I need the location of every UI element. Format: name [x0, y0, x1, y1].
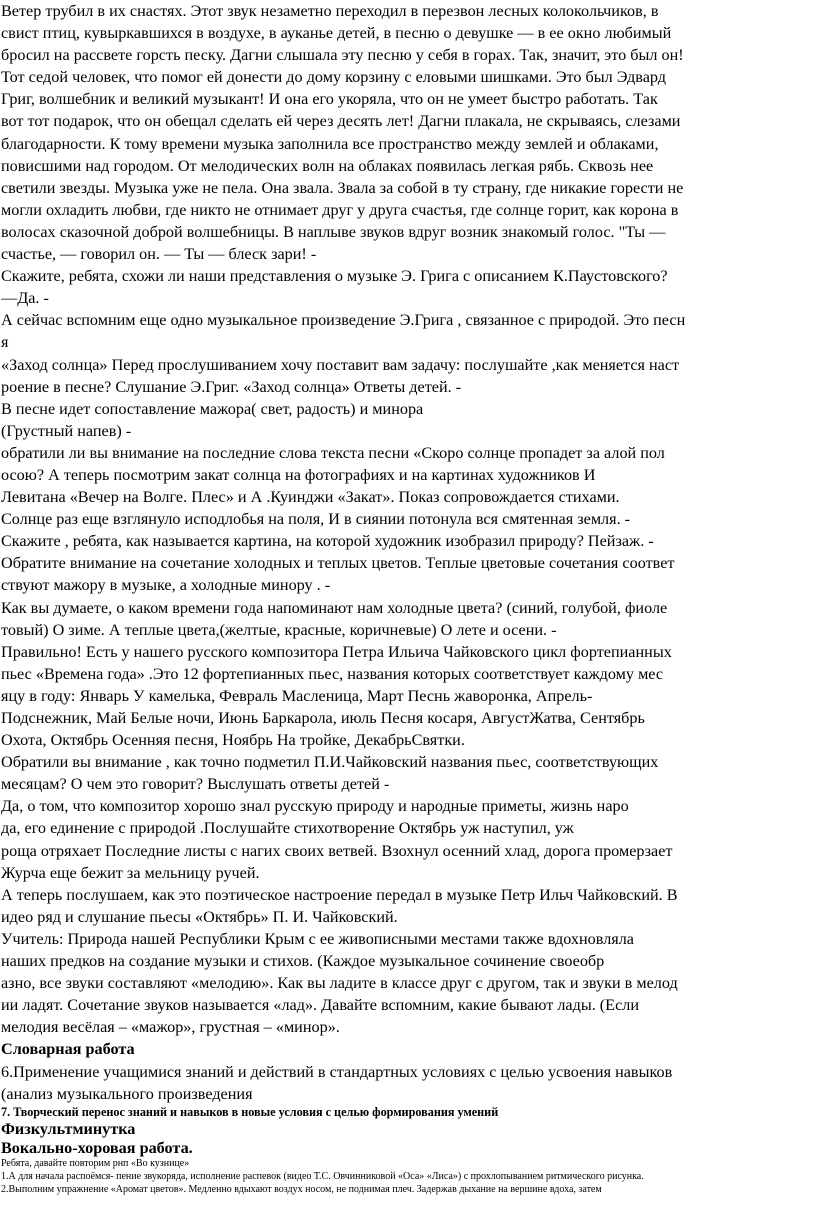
- text-line: Скажите , ребята, как называется картина, на которой художник изобразил природу? Пейзаж. -: [1, 532, 654, 551]
- text-line: я: [1, 333, 9, 352]
- text-line: бросил на рассвете горсть песку. Дагни слышала эту песню у себя в горах. Так, значит, это был он!: [1, 46, 684, 65]
- text-line: Да, о том, что композитор хорошо знал русскую природу и народные приметы, жизнь наро: [1, 797, 629, 816]
- text-line: Обратили вы внимание , как точно подметил П.И.Чайковский названия пьес, соответствующих: [1, 753, 659, 772]
- text-line: волосах сказочной доброй волшебницы. В наплыве звуков вдруг возник знакомый голос. "Ты —: [1, 222, 666, 241]
- body-text: [1, 0, 813, 1038]
- text-line: светили звезды. Музыка уже не пела. Она звала. Звала за собой в ту страну, где никакие горести не: [1, 178, 684, 197]
- text-line: вот тот подарок, что он обещал сделать ей через десять лет! Дагни плакала, не скрываясь, слезами: [1, 112, 681, 131]
- text-line: обратили ли вы внимание на последние слова текста песни «Скоро солнце пропадет за алой пол: [1, 443, 665, 462]
- small-text-line: 2.Выполним упражнение «Аромат цветов». Медленно вдыхают воздух носом, не поднимая плеч. Задержав дыхание на вершине вдоха, затем: [1, 1183, 602, 1195]
- text-line: Охота, Октябрь Осенняя песня, Ноябрь На тройке, ДекабрьСвятки.: [1, 731, 465, 750]
- text-line: «Заход солнца» Перед прослушиванием хочу поставит вам задачу: послушайте ,как меняется наст: [1, 355, 680, 374]
- small-text-line: Ребята, давайте повторим рнп «Во кузнице»: [1, 1158, 190, 1170]
- text-line: мелодия весёлая – «мажор», грустная – «минор».: [1, 1018, 340, 1037]
- text-line: Григ, волшебник и великий музыкант! И она его укоряла, что он не умеет быстро работать. Так: [1, 90, 658, 109]
- text-line: А теперь послушаем, как это поэтическое настроение передал в музыке Петр Ильч Чайковский. В: [1, 885, 678, 904]
- item-7-heading: 7. Творческий перенос знаний и навыков в новые условия с целью формирования умений: [1, 1104, 499, 1119]
- text-line: ии ладят. Сочетание звуков называется «лад». Давайте вспомним, какие бывают лады. (Если: [1, 996, 639, 1015]
- text-line: счастье, — говорил он. — Ты — блеск зари! -: [1, 245, 317, 264]
- text-line: Тот седой человек, что помог ей донести до дому корзину с еловыми шишками. Это был Эдвард: [1, 68, 667, 87]
- text-line: Учитель: Природа нашей Республики Крым с ее живописными местами также вдохновляла: [1, 929, 634, 948]
- small-text: [1, 1158, 813, 1196]
- text-line: идео ряд и слушание пьесы «Октябрь» П. И. Чайковский.: [1, 907, 398, 926]
- text-line: Журча еще бежит за мельницу ручей.: [1, 863, 260, 882]
- heading-physical-break: Физкультминутка: [1, 1120, 136, 1139]
- text-line: —Да. -: [1, 289, 49, 308]
- text-line: Обратите внимание на сочетание холодных и теплых цветов. Теплые цветовые сочетания соответ: [1, 554, 675, 573]
- small-text-line: 1.А для начала распоёмся- пение звукоряда, исполнение распевок (видео Т.С. Овчинниковой «Оса» «Лиса») с прохлопыванием ритмического рисунка.: [1, 1170, 644, 1182]
- text-line: наших предков на создание музыки и стихов. (Каждое музыкальное сочинение своеобр: [1, 952, 605, 971]
- text-line: азно, все звуки составляют «мелодию». Как вы ладите в классе друг с другом, так и звуки в мелод: [1, 974, 678, 993]
- text-line: Как вы думаете, о каком времени года напоминают нам холодные цвета? (синий, голубой, фиоле: [1, 598, 668, 617]
- text-line: Правильно! Есть у нашего русского композитора Петра Ильича Чайковского цикл фортепианных: [1, 642, 672, 661]
- text-line: Ветер трубил в их снастях. Этот звук незаметно переходил в перезвон лесных колокольчиков, в: [1, 2, 659, 20]
- text-line: Скажите, ребята, схожи ли наши представления о музыке Э. Грига с описанием К.Паустовского?: [1, 267, 668, 286]
- text-line: ствуют мажору в музыке, а холодные минору . -: [1, 576, 331, 595]
- text-line: свист птиц, кувыркавшихся в воздухе, в ауканье детей, в песню о девушке — в ее окно любимый: [1, 24, 672, 43]
- text-line: Подснежник, Май Белые ночи, Июнь Баркарола, июль Песня косаря, АвгустЖатва, Сентябрь: [1, 709, 645, 727]
- text-line: повисшими над городом. От мелодических волн на облаках появилась легкая рябь. Сквозь нее: [1, 156, 654, 175]
- text-line: В песне идет сопоставление мажора( свет, радость) и минора: [1, 399, 424, 418]
- heading-vocabulary-work: Словарная работа: [1, 1040, 135, 1059]
- text-line: А сейчас вспомним еще одно музыкальное произведение Э.Грига , связанное с природой. Это песн: [1, 311, 686, 330]
- text-line: осою? А теперь посмотрим закат солнца на фотографиях и на картинах художников И: [1, 465, 596, 484]
- text-line: роение в песне? Слушание Э.Григ. «Заход солнца» Ответы детей. -: [1, 377, 462, 396]
- text-line: пьес «Времена года» .Это 12 фортепианных пьес, названия которых соответствует каждому мес: [1, 664, 664, 683]
- text-line: Солнце раз еще взглянуло исподлобья на поля, И в сиянии потонула вся смятенная земля. -: [1, 510, 631, 529]
- text-line: могли охладить любви, где никто не отнимает друг у друга счастья, где солнце горит, как корона в: [1, 200, 679, 219]
- item-6-line-1: 6.Применение учащимися знаний и действий в стандартных условиях с целью усвоения навыков: [1, 1062, 673, 1081]
- text-line: месяцам? О чем это говорит? Выслушать ответы детей -: [1, 775, 390, 794]
- item-6-line-2: (анализ музыкального произведения: [1, 1084, 253, 1103]
- text-line: товый) О зиме. А теплые цвета,(желтые, красные, коричневые) О лете и осени. -: [1, 620, 557, 639]
- text-line: да, его единение с природой .Послушайте стихотворение Октябрь уж наступил, уж: [1, 819, 574, 838]
- text-line: роща отряхает Последние листы с нагих своих ветвей. Взохнул осенний хлад, дорога промерзает: [1, 841, 673, 860]
- text-line: (Грустный напев) -: [1, 421, 132, 440]
- text-line: Левитана «Вечер на Волге. Плес» и А .Куинджи «Закат». Показ сопровождается стихами.: [1, 488, 620, 507]
- text-line: яцу в году: Январь У камелька, Февраль Масленица, Март Песнь жаворонка, Апрель-: [1, 686, 593, 705]
- text-line: благодарности. К тому времени музыка заполнила все пространство между землей и облаками,: [1, 134, 659, 153]
- heading-vocal-choral-work: Вокально-хоровая работа.: [1, 1139, 193, 1158]
